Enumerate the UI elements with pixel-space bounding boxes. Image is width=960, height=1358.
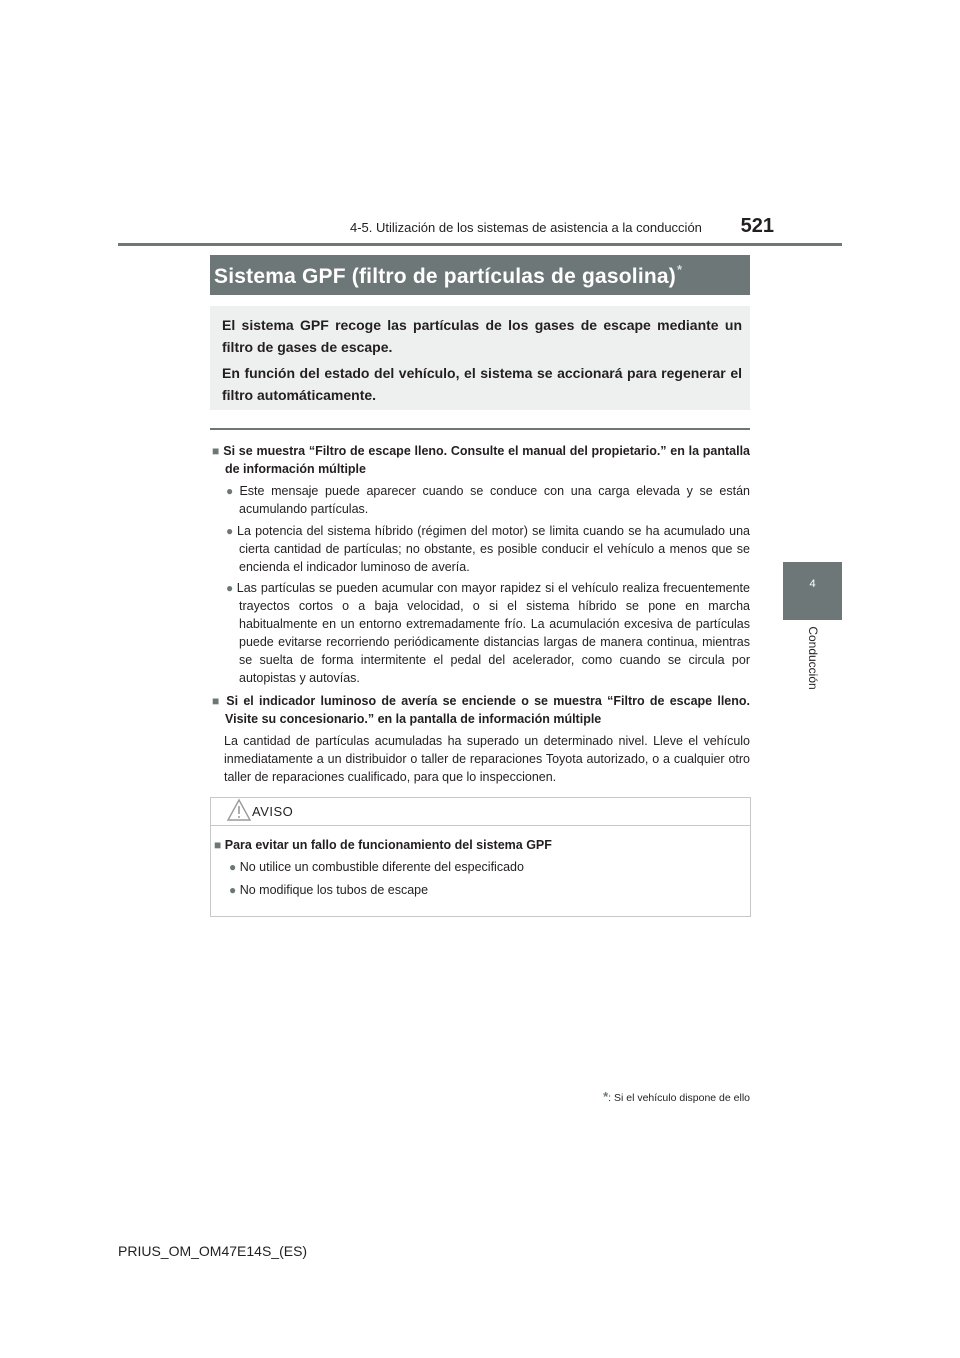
- circle-bullet-icon: ●: [229, 860, 237, 874]
- chapter-tab-number: 4: [809, 578, 816, 590]
- square-bullet-icon: ■: [212, 444, 220, 458]
- running-header-section: 4-5. Utilización de los sistemas de asistencia a la conducción: [350, 220, 702, 235]
- warning-header-rule: [211, 825, 750, 826]
- section-separator: [210, 428, 750, 430]
- footnote-text: : Si el vehículo dispone de ello: [608, 1092, 750, 1104]
- warning-title: AVISO: [252, 804, 294, 819]
- section-title-text: Sistema GPF (filtro de partículas de gasolina): [214, 265, 676, 288]
- intro-paragraph-1: El sistema GPF recoge las partículas de los gases de escape mediante un filtro de gases de escape.: [222, 317, 742, 355]
- section-title: [214, 262, 682, 289]
- document-id: PRIUS_OM_OM47E14S_(ES): [118, 1243, 308, 1259]
- list-item: ● Este mensaje puede aparecer cuando se conduce con una carga elevada y se están acumulando partículas.: [226, 484, 751, 516]
- circle-bullet-icon: ●: [226, 484, 237, 498]
- subsection-paragraph: La cantidad de partículas acumuladas ha superado un determinado nivel. Lleve el vehículo inmediatamente a un distribuidor o taller de reparaciones Toyota autorizado, o a cualquier otro taller de reparaciones cualificado, para que lo inspeccionen.: [224, 734, 750, 784]
- subsection-heading: ■ Si se muestra “Filtro de escape lleno. Consulte el manual del propietario.” en la pantalla de información múltiple: [212, 444, 751, 476]
- header-rule: [118, 243, 842, 246]
- circle-bullet-icon: ●: [229, 883, 237, 897]
- square-bullet-icon: ■: [214, 838, 222, 852]
- availability-marker: *: [676, 262, 683, 277]
- list-item: ● Las partículas se pueden acumular con mayor rapidez si el vehículo realiza frecuentemente trayectos cortos o a baja velocidad, o si el sistema híbrido se pone en marcha habitualmente en un entorno extremadamente frío. La acumulación excesiva de partículas puede evitarse recorriendo periódicamente distancias largas de manera continua, mientras se suelta de forma intermitente el pedal del acelerador, como cuando se circula por autopistas y autovías.: [226, 581, 750, 685]
- warning-triangle-icon: [226, 797, 252, 823]
- list-item: ● La potencia del sistema híbrido (régimen del motor) se limita cuando se ha acumulado una cierta cantidad de partículas; no obstante, es posible conducir el vehículo a menos que se encienda el indicador luminoso de avería.: [226, 524, 750, 574]
- subsection-heading: ■ Si el indicador luminoso de avería se enciende o se muestra “Filtro de escape lleno. Visite su concesionario.” en la pantalla de información múltiple: [212, 694, 750, 726]
- square-bullet-icon: ■: [212, 694, 222, 708]
- circle-bullet-icon: ●: [226, 524, 235, 538]
- warning-list-item: ● No utilice un combustible diferente del especificado: [229, 860, 524, 874]
- warning-list-item: ● No modifique los tubos de escape: [229, 883, 429, 897]
- footnote: [578, 1089, 750, 1104]
- intro-paragraph-2: En función del estado del vehículo, el sistema se accionará para regenerar el filtro automáticamente.: [222, 365, 742, 403]
- page-number: 521: [740, 215, 774, 237]
- warning-heading: ■ Para evitar un fallo de funcionamiento del sistema GPF: [214, 838, 552, 852]
- circle-bullet-icon: ●: [226, 581, 234, 595]
- footnote-marker: *: [603, 1089, 609, 1104]
- chapter-tab-label: Conducción: [806, 626, 820, 690]
